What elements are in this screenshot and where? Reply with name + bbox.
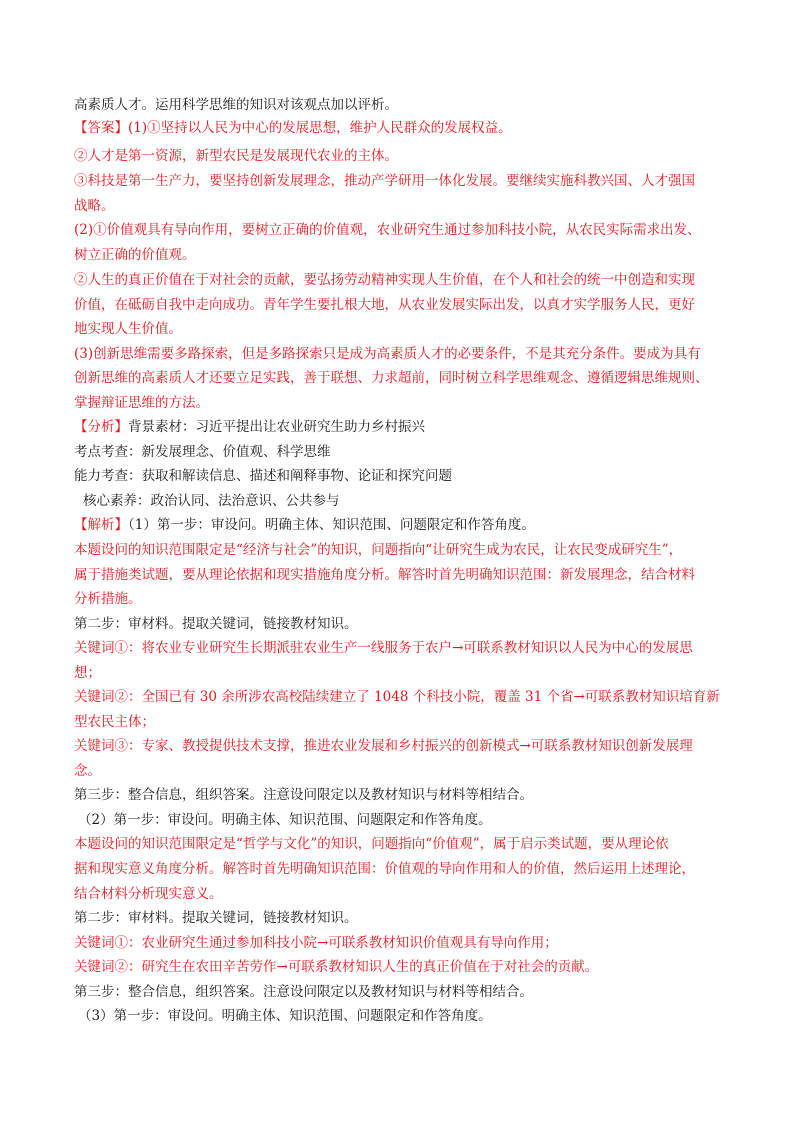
line-text: 背景素材：习近平提出让农业研究生助力乡村振兴 xyxy=(128,419,425,435)
line-text: （1）第一步：审设问。明确主体、知识范围、问题限定和作答角度。 xyxy=(128,517,535,533)
text-line: （3）第一步：审设问。明确主体、知识范围、问题限定和作答角度。 xyxy=(78,1008,492,1024)
text-line: 想； xyxy=(74,665,101,681)
text-line: （2）第一步：审设问。明确主体、知识范围、问题限定和作答角度。 xyxy=(78,812,492,828)
text-line: 第二步：审材料。提取关键词，链接教材知识。 xyxy=(74,616,358,632)
text-line: 属于措施类试题，要从理论依据和现实措施角度分析。解答时首先明确知识范围：新发展理念，结合材料 xyxy=(74,567,695,583)
text-line: 关键词③：专家、教授提供技术支撑，推进农业发展和乡村振兴的创新模式→可联系教材知识创新发展理 xyxy=(74,738,693,754)
line-text: (1)①坚持以人民为中心的发展思想，维护人民群众的发展权益。 xyxy=(128,120,512,136)
text-line: ②人生的真正价值在于对社会的贡献，要弘扬劳动精神实现人生价值，在个人和社会的统一中创造和实现 xyxy=(74,272,695,288)
section-label: 【解析】 xyxy=(74,517,128,533)
text-line: 结合材料分析现实意义。 xyxy=(74,886,223,902)
text-line: 核心素养：政治认同、法治意识、公共参与 xyxy=(83,493,340,509)
text-line: 第三步：整合信息，组织答案。注意设问限定以及教材知识与材料等相结合。 xyxy=(74,984,533,1000)
text-line: 地实现人生价值。 xyxy=(74,321,182,337)
text-line: 高素质人才。运用科学思维的知识对该观点加以评析。 xyxy=(74,97,398,113)
text-line: 第二步：审材料。提取关键词，链接教材知识。 xyxy=(74,910,358,926)
text-line: 第三步：整合信息，组织答案。注意设问限定以及教材知识与材料等相结合。 xyxy=(74,787,533,803)
text-line: 关键词②：全国已有 30 余所涉农高校陆续建立了 1048 个科技小院，覆盖 31 个省→可联系教材知识培育新 xyxy=(74,689,720,705)
text-line: 念。 xyxy=(74,763,101,779)
text-line: 关键词①：农业研究生通过参加科技小院→可联系教材知识价值观具有导向作用； xyxy=(74,935,558,951)
text-line: 本题设问的知识范围限定是“哲学与文化”的知识，问题指向“价值观”，属于启示类试题，要从理论依 xyxy=(74,836,669,852)
text-line: (3)创新思维需要多路探索，但是多路探索只是成为高素质人才的必要条件，不是其充分条件。要成为具有 xyxy=(74,346,701,362)
text-line: 创新思维的高素质人才还要立足实践，善于联想、力求超前，同时树立科学思维观念、遵循逻辑思维规则、 xyxy=(74,370,709,386)
text-line: ③科技是第一生产力，要坚持创新发展理念，推动产学研用一体化发展。要继续实施科教兴国、人才强国 xyxy=(74,173,695,189)
text-line: 价值，在砥砺自我中走向成功。青年学生要扎根大地，从农业发展实际出发，以真才实学服务人民，更好 xyxy=(74,297,695,313)
text-line: 分析措施。 xyxy=(74,591,142,607)
text-line: ②人才是第一资源，新型农民是发展现代农业的主体。 xyxy=(74,148,398,164)
text-line xyxy=(74,119,512,137)
text-line xyxy=(74,418,425,436)
text-line: 能力考查：获取和解读信息、描述和阐释事物、论证和探究问题 xyxy=(74,468,452,484)
section-label: 【答案】 xyxy=(74,120,128,136)
text-line: 掌握辩证思维的方法。 xyxy=(74,395,209,411)
text-line: 据和现实意义角度分析。解答时首先明确知识范围：价值观的导向作用和人的价值，然后运用上述理论， xyxy=(74,861,695,877)
text-line: 本题设问的知识范围限定是“经济与社会”的知识，问题指向“让研究生成为农民，让农民变成研究生”， xyxy=(74,542,683,558)
text-line: 考点考查：新发展理念、价值观、科学思维 xyxy=(74,444,331,460)
text-line: (2)①价值观具有导向作用，要树立正确的价值观，农业研究生通过参加科技小院，从农民实际需求出发、 xyxy=(74,222,701,238)
text-line: 战略。 xyxy=(74,198,115,214)
text-line: 关键词②：研究生在农田辛苦劳作→可联系教材知识人生的真正价值在于对社会的贡献。 xyxy=(74,959,599,975)
section-label: 【分析】 xyxy=(74,419,128,435)
text-line: 关键词①：将农业专业研究生长期派驻农业生产一线服务于农户→可联系教材知识以人民为中心的发展思 xyxy=(74,640,693,656)
text-line: 树立正确的价值观。 xyxy=(74,247,196,263)
text-line: 型农民主体； xyxy=(74,714,155,730)
text-line xyxy=(74,516,535,534)
